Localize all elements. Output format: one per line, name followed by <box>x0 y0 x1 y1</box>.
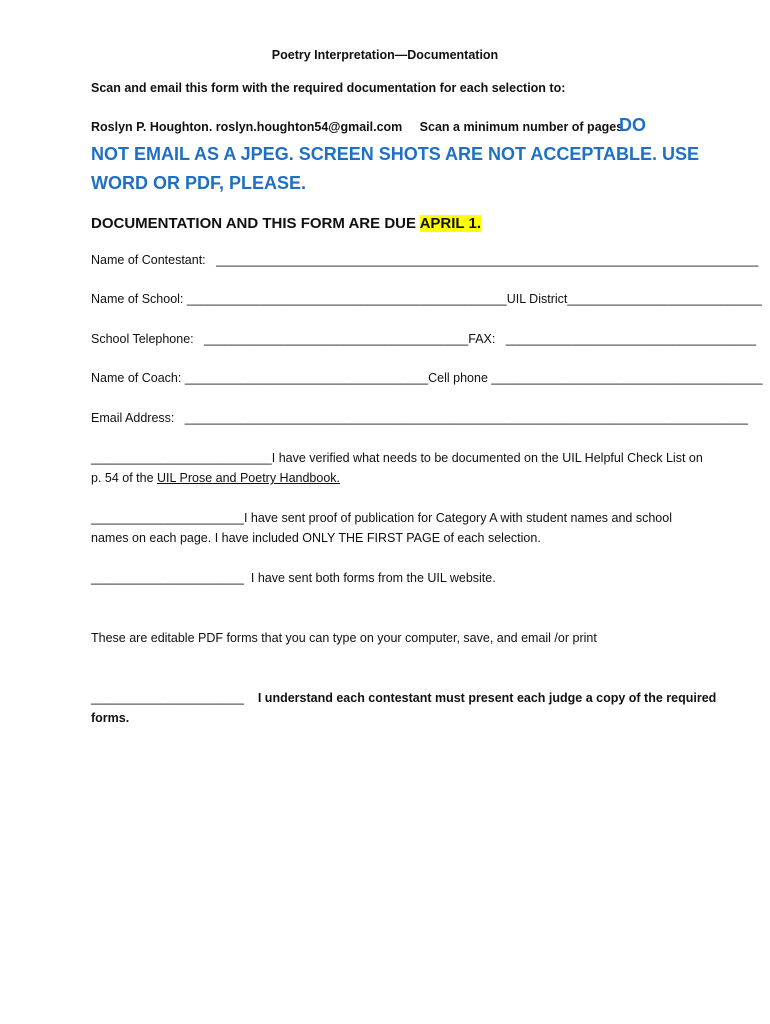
telephone-field[interactable]: ______________________________________ <box>204 332 469 346</box>
handbook-link[interactable]: UIL Prose and Poetry Handbook. <box>157 471 341 485</box>
fax-label: FAX: <box>468 332 496 346</box>
due-date-highlight: APRIL 1. <box>419 215 481 232</box>
due-text: DOCUMENTATION AND THIS FORM ARE DUE <box>91 215 420 232</box>
final-check-line1 <box>91 691 716 705</box>
fax-field[interactable]: ____________________________________ <box>505 332 757 346</box>
contact-name: Roslyn P. Houghton. <box>91 120 213 134</box>
editable-note: These are editable PDF forms that you can type on your computer, save, and email /or print <box>91 631 597 645</box>
check2-line1 <box>91 511 672 525</box>
coach-row <box>91 371 763 385</box>
due-line <box>91 215 481 232</box>
check2-blank[interactable]: ______________________ <box>91 511 244 525</box>
email-field[interactable]: _________________________________________________________________________________ <box>184 411 748 425</box>
check1-text-1: I have verified what needs to be documented on the UIL Helpful Check List on <box>271 451 703 465</box>
check1-blank[interactable]: __________________________ <box>91 451 272 465</box>
check3-line <box>91 571 496 585</box>
check3-text: I have sent both forms from the UIL website. <box>250 571 496 585</box>
contact-email[interactable]: roslyn.houghton54@gmail.com <box>215 120 403 134</box>
check1-text-2: p. 54 of the <box>91 471 158 485</box>
school-row <box>91 292 762 306</box>
final-check-line2: forms. <box>91 711 130 725</box>
contestant-row <box>91 253 758 267</box>
coach-field[interactable]: ___________________________________ <box>184 371 429 385</box>
final-check-text-1: I understand each contestant must present each judge a copy of the required <box>257 691 717 705</box>
intro-text: Scan and email this form with the required documentation for each selection to: <box>91 81 566 95</box>
final-check-blank[interactable]: ______________________ <box>91 691 244 705</box>
email-row <box>91 411 748 425</box>
telephone-row <box>91 332 756 346</box>
telephone-label: School Telephone: <box>91 332 194 346</box>
district-label: UIL District <box>506 292 568 306</box>
warning-line-1: DO <box>619 115 646 135</box>
warning-line-2: NOT EMAIL AS A JPEG. SCREEN SHOTS ARE NOT ACCEPTABLE. USE <box>91 144 700 164</box>
email-label: Email Address: <box>91 411 175 425</box>
warning-line-3: WORD OR PDF, PLEASE. <box>91 173 307 193</box>
contestant-label: Name of Contestant: <box>91 253 206 267</box>
check2-line2: names on each page. I have included ONLY THE FIRST PAGE of each selection. <box>91 531 541 545</box>
school-field[interactable]: ______________________________________________ <box>186 292 507 306</box>
district-field[interactable]: ____________________________ <box>567 292 763 306</box>
check1-line2 <box>91 471 340 485</box>
contestant-field[interactable]: ______________________________________________________________________________ <box>216 253 759 267</box>
cell-label: Cell phone <box>428 371 488 385</box>
check2-text-1: I have sent proof of publication for Category A with student names and school <box>243 511 672 525</box>
form-title: Poetry Interpretation—Documentation <box>271 48 499 62</box>
coach-label: Name of Coach: <box>91 371 182 385</box>
school-label: Name of School: <box>91 292 184 306</box>
cell-field[interactable]: _______________________________________ <box>491 371 763 385</box>
check1-line1 <box>91 451 703 465</box>
scan-note: Scan a minimum number of pages. <box>419 120 627 134</box>
contact-line <box>91 120 627 134</box>
check3-blank[interactable]: ______________________ <box>91 571 244 585</box>
